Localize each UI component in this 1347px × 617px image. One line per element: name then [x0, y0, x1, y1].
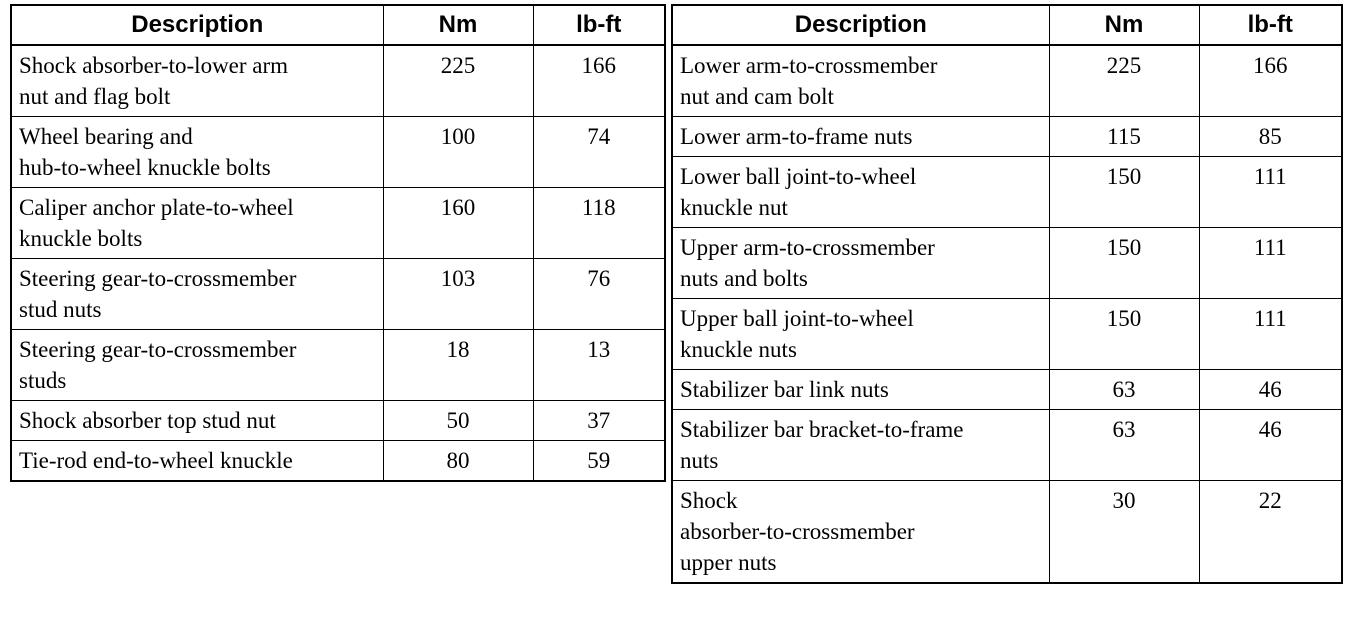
nm-cell: 50: [383, 401, 533, 441]
table-row: [11, 117, 665, 188]
table-row: [11, 330, 665, 401]
nm-cell: 160: [383, 188, 533, 259]
nm-cell: 63: [1049, 370, 1199, 410]
description-cell: [11, 401, 383, 441]
table-row: [672, 157, 1342, 228]
nm-cell: 225: [383, 45, 533, 117]
description-line: knuckle nut: [680, 195, 788, 220]
nm-cell: 225: [1049, 45, 1199, 117]
description-cell: [672, 117, 1049, 157]
lbft-cell: 46: [1199, 370, 1342, 410]
description-line: Steering gear-to-crossmember: [19, 266, 297, 291]
header-row: [672, 5, 1342, 45]
description-cell: [672, 481, 1049, 584]
header-lbft: lb-ft: [533, 5, 665, 45]
table-row: [11, 259, 665, 330]
nm-cell: 63: [1049, 410, 1199, 481]
description-line: Stabilizer bar link nuts: [680, 377, 889, 402]
description-line: Shock: [680, 488, 738, 513]
lbft-cell: 111: [1199, 157, 1342, 228]
table-row: [672, 45, 1342, 117]
description-line: Upper arm-to-crossmember: [680, 235, 935, 260]
table-row: [672, 117, 1342, 157]
description-cell: [11, 441, 383, 482]
lbft-cell: 37: [533, 401, 665, 441]
description-cell: [11, 188, 383, 259]
table-row: [11, 45, 665, 117]
description-cell: [672, 299, 1049, 370]
description-cell: [11, 45, 383, 117]
table-row: [11, 188, 665, 259]
description-line: absorber-to-crossmember: [680, 519, 915, 544]
description-line: Upper ball joint-to-wheel: [680, 306, 914, 331]
description-line: Shock absorber-to-lower arm: [19, 53, 289, 78]
table-row: [672, 228, 1342, 299]
description-line: stud nuts: [19, 297, 102, 322]
lbft-cell: 166: [1199, 45, 1342, 117]
description-line: nut and flag bolt: [19, 84, 171, 109]
description-cell: [672, 370, 1049, 410]
lbft-cell: 13: [533, 330, 665, 401]
table-row: [672, 410, 1342, 481]
nm-cell: 150: [1049, 299, 1199, 370]
table-row: [672, 370, 1342, 410]
description-line: Caliper anchor plate-to-wheel: [19, 195, 294, 220]
description-line: Stabilizer bar bracket-to-frame: [680, 417, 964, 442]
torque-table-right: [671, 4, 1343, 584]
nm-cell: 18: [383, 330, 533, 401]
description-line: knuckle bolts: [19, 226, 143, 251]
nm-cell: 115: [1049, 117, 1199, 157]
table-row: [11, 401, 665, 441]
description-line: Lower ball joint-to-wheel: [680, 164, 917, 189]
table-row: [11, 441, 665, 482]
nm-cell: 30: [1049, 481, 1199, 584]
description-line: Steering gear-to-crossmember: [19, 337, 297, 362]
description-cell: [672, 228, 1049, 299]
table-row: [672, 299, 1342, 370]
header-description: Description: [672, 5, 1049, 45]
lbft-cell: 111: [1199, 299, 1342, 370]
header-nm: Nm: [1049, 5, 1199, 45]
description-line: upper nuts: [680, 550, 777, 575]
description-line: hub-to-wheel knuckle bolts: [19, 155, 271, 180]
nm-cell: 80: [383, 441, 533, 482]
lbft-cell: 111: [1199, 228, 1342, 299]
description-line: nut and cam bolt: [680, 84, 834, 109]
description-line: nuts: [680, 448, 719, 473]
description-line: nuts and bolts: [680, 266, 808, 291]
nm-cell: 150: [1049, 228, 1199, 299]
table-row: [672, 481, 1342, 584]
nm-cell: 150: [1049, 157, 1199, 228]
description-cell: [11, 117, 383, 188]
header-nm: Nm: [383, 5, 533, 45]
lbft-cell: 166: [533, 45, 665, 117]
description-line: knuckle nuts: [680, 337, 797, 362]
lbft-cell: 74: [533, 117, 665, 188]
header-lbft: lb-ft: [1199, 5, 1342, 45]
lbft-cell: 85: [1199, 117, 1342, 157]
description-cell: [672, 45, 1049, 117]
description-cell: [11, 259, 383, 330]
description-line: Lower arm-to-crossmember: [680, 53, 938, 78]
description-cell: [11, 330, 383, 401]
description-line: Shock absorber top stud nut: [19, 408, 276, 433]
header-row: [11, 5, 665, 45]
description-cell: [672, 157, 1049, 228]
lbft-cell: 118: [533, 188, 665, 259]
header-description: Description: [11, 5, 383, 45]
torque-table-left: [10, 4, 666, 482]
description-cell: [672, 410, 1049, 481]
nm-cell: 100: [383, 117, 533, 188]
description-line: studs: [19, 368, 67, 393]
lbft-cell: 76: [533, 259, 665, 330]
description-line: Tie-rod end-to-wheel knuckle: [19, 448, 293, 473]
lbft-cell: 59: [533, 441, 665, 482]
description-line: Lower arm-to-frame nuts: [680, 124, 913, 149]
lbft-cell: 46: [1199, 410, 1342, 481]
lbft-cell: 22: [1199, 481, 1342, 584]
nm-cell: 103: [383, 259, 533, 330]
description-line: Wheel bearing and: [19, 124, 193, 149]
